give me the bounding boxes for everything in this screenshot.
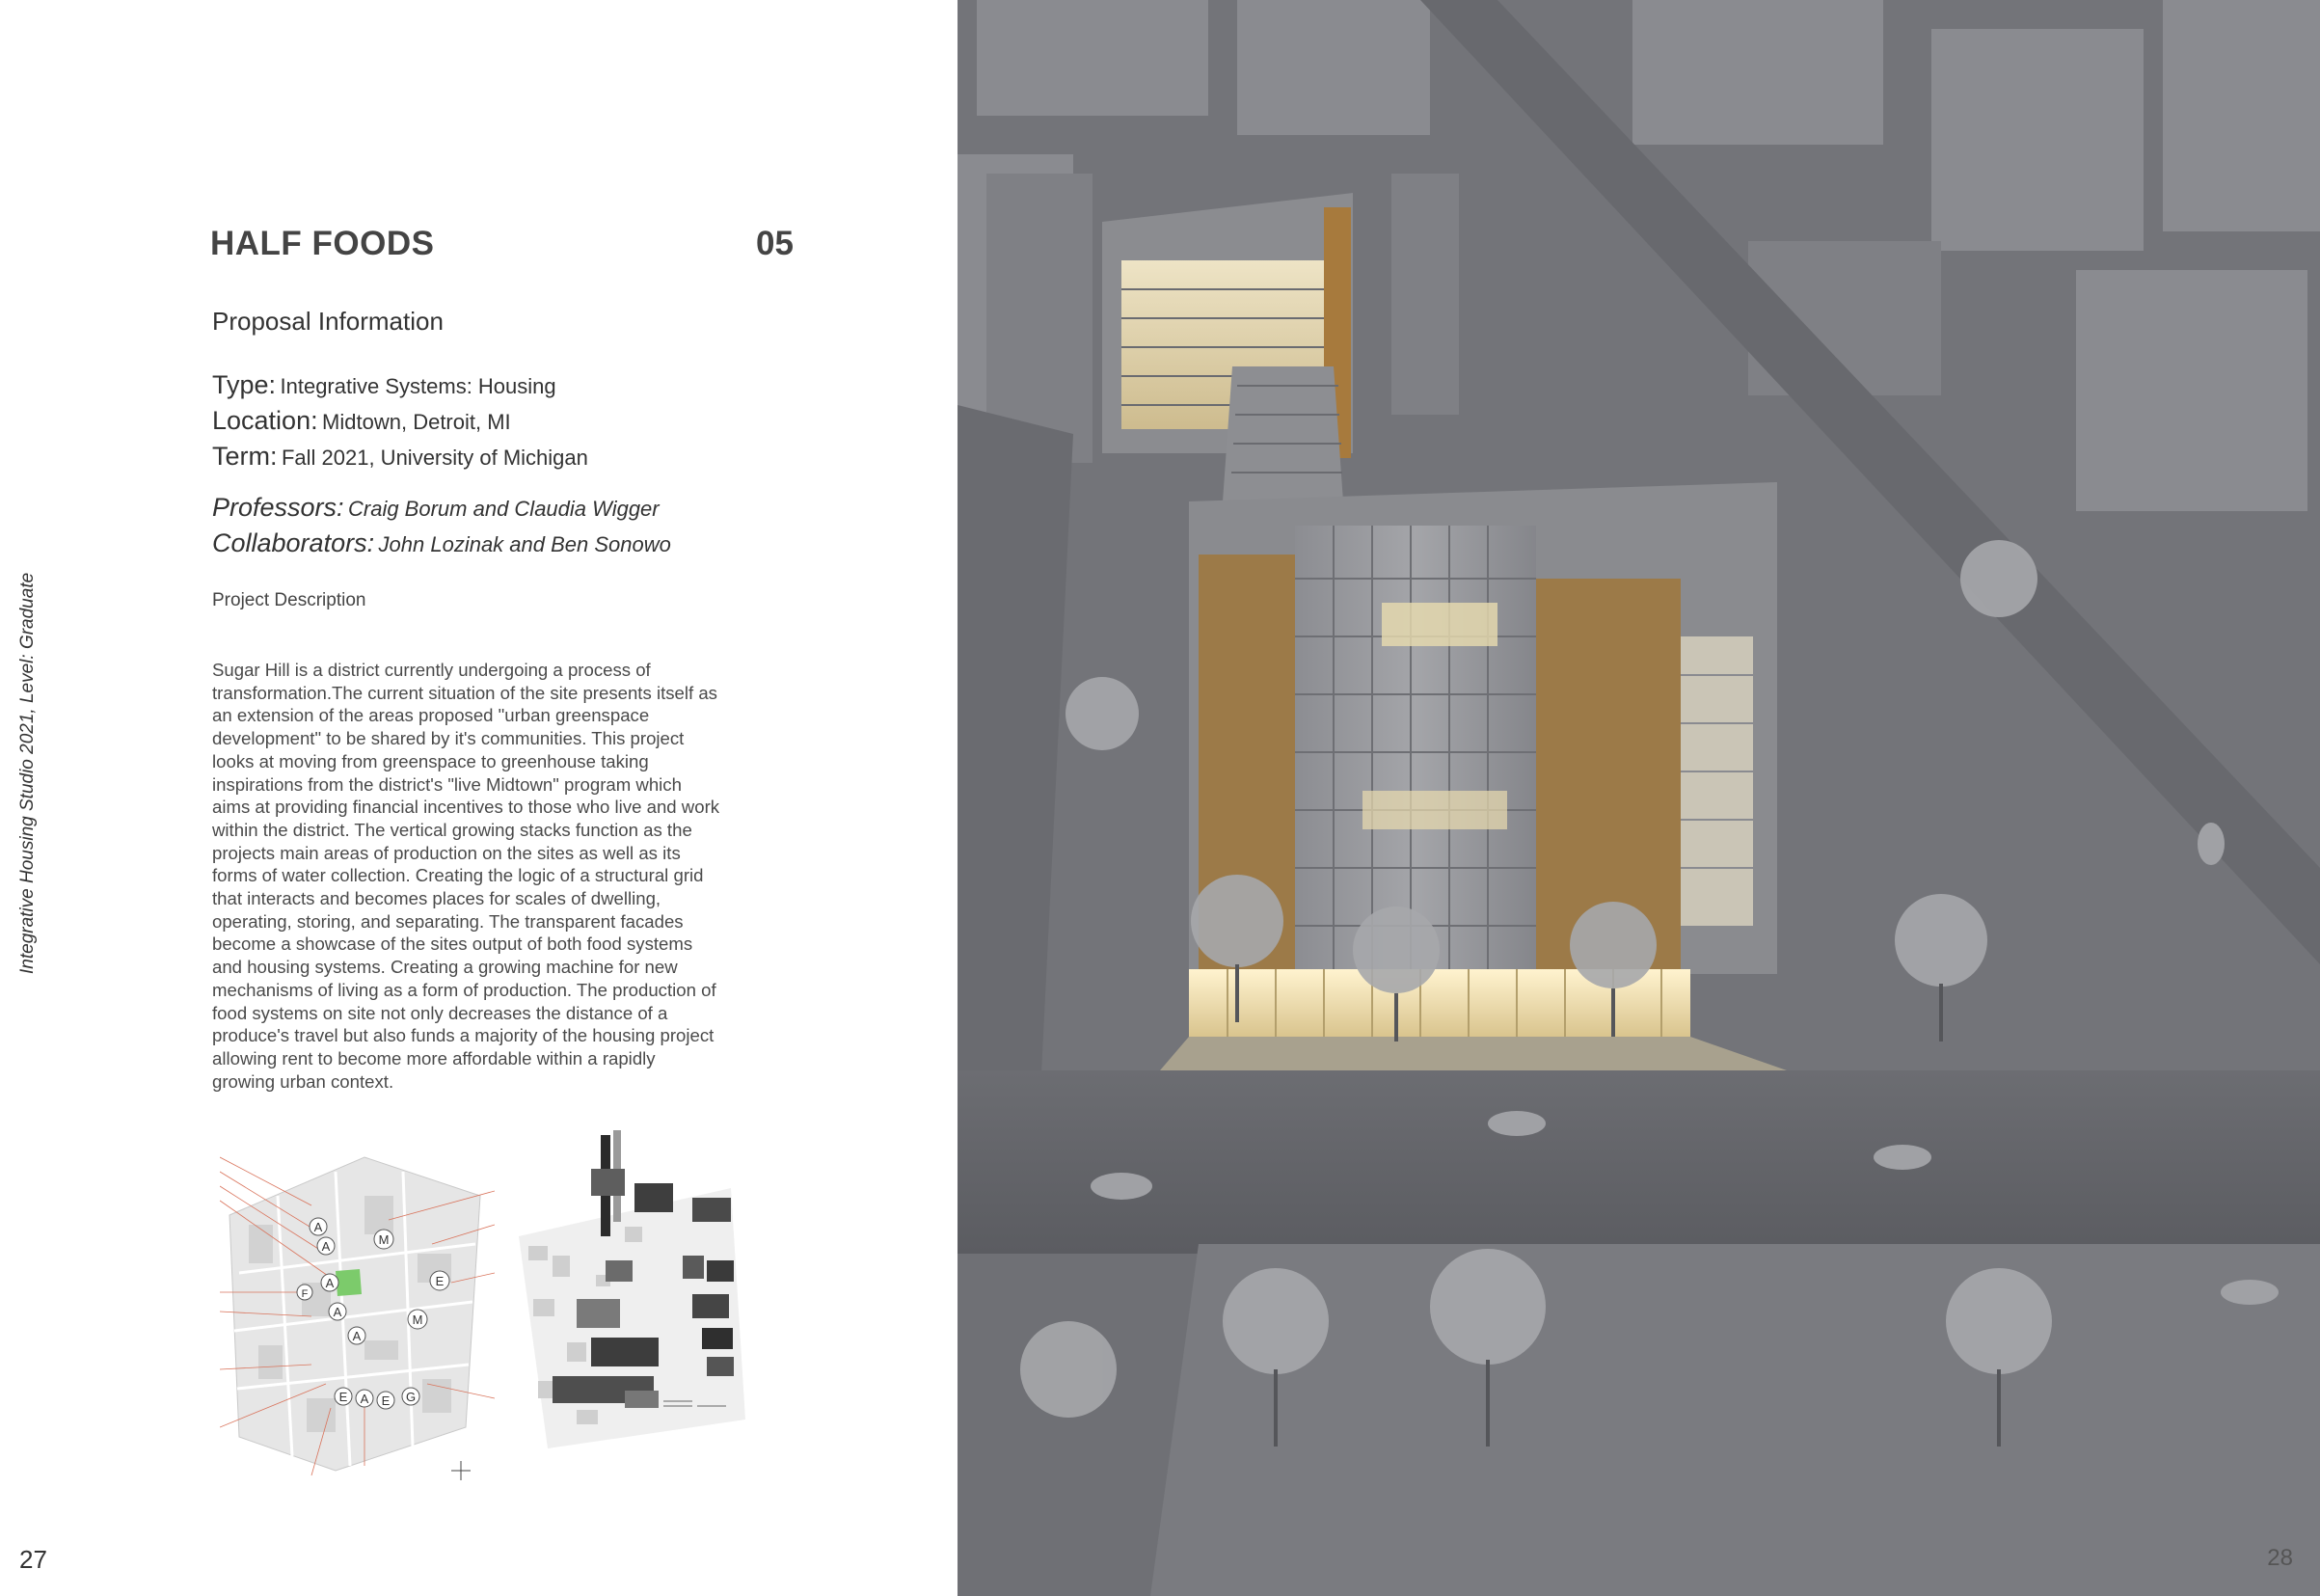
site-marker: A [325, 1276, 335, 1290]
studio-side-label: Integrative Housing Studio 2021, Level: Graduate [17, 572, 38, 974]
description-body [212, 659, 762, 1093]
page-number-left: 27 [19, 1545, 47, 1574]
term-label: Term: [212, 442, 278, 471]
project-title: HALF FOODS [210, 225, 435, 262]
site-marker: A [352, 1329, 362, 1343]
site-map-diagram [220, 1138, 495, 1485]
rendering-illustration [958, 0, 2320, 1596]
site-marker: M [378, 1232, 390, 1247]
site-marker: G [405, 1390, 417, 1404]
collaborators-label: Collaborators: [212, 528, 375, 557]
description-line: that interacts and becomes places for scales of dwelling, [212, 888, 661, 909]
project-number: 05 [756, 225, 794, 262]
proposal-info [212, 369, 588, 476]
professors-label: Professors: [212, 493, 344, 522]
description-line: projects main areas of production on the sites as well as its [212, 842, 681, 863]
description-line: an extension of the areas proposed "urban greenspace [212, 705, 650, 726]
description-line: mechanisms of living as a form of production. The production of [212, 979, 716, 1000]
location-label: Location: [212, 406, 318, 435]
proposal-heading: Proposal Information [212, 307, 444, 336]
description-line: and housing systems. Creating a growing machine for new [212, 957, 678, 978]
site-marker: E [435, 1274, 445, 1288]
description-line: aims at providing financial incentives to those who live and work [212, 797, 720, 818]
left-page [0, 0, 958, 1596]
term-row [212, 441, 588, 476]
professors-value: Craig Borum and Claudia Wigger [348, 497, 660, 521]
description-line: food systems on site not only decreases the distance of a [212, 1002, 668, 1023]
site-marker: A [313, 1220, 323, 1234]
collaborators-value: John Lozinak and Ben Sonowo [378, 532, 671, 556]
type-value: Integrative Systems: Housing [280, 374, 556, 398]
description-line: forms of water collection. Creating the logic of a structural grid [212, 865, 704, 886]
site-marker: E [338, 1390, 348, 1404]
professors-row [212, 492, 671, 527]
type-label: Type: [212, 370, 277, 399]
description-line: produce's travel but also funds a majority of the housing project [212, 1025, 715, 1046]
description-line: development" to be shared by it's communities. This project [212, 728, 685, 749]
process-collage [509, 1130, 750, 1458]
type-row [212, 369, 588, 405]
description-line: transformation.The current situation of the site presents itself as [212, 682, 717, 703]
site-marker: A [321, 1239, 331, 1254]
description-line: allowing rent to become more affordable within a rapidly [212, 1047, 656, 1069]
location-value: Midtown, Detroit, MI [322, 410, 511, 434]
description-heading: Project Description [212, 590, 366, 610]
description-line: growing urban context. [212, 1070, 394, 1092]
description-line: within the district. The vertical growing stacks function as the [212, 819, 692, 840]
credits [212, 492, 671, 563]
term-value: Fall 2021, University of Michigan [281, 446, 588, 470]
page-number-right: 28 [2267, 1545, 2293, 1571]
site-marker: F [301, 1288, 309, 1300]
description-line: become a showcase of the sites output of both food systems [212, 933, 693, 955]
location-row [212, 405, 588, 441]
collaborators-row [212, 527, 671, 563]
site-marker: A [333, 1305, 342, 1319]
description-line: Sugar Hill is a district currently undergoing a process of [212, 660, 651, 680]
description-line: looks at moving from greenspace to greenhouse taking [212, 750, 649, 771]
site-marker: A [360, 1392, 369, 1406]
site-marker: M [412, 1312, 423, 1327]
description-line: operating, storing, and separating. The transparent facades [212, 910, 684, 932]
site-marker: E [381, 1393, 391, 1408]
building-rendering [958, 0, 2320, 1596]
description-line: inspirations from the district's "live Midtown" program which [212, 773, 682, 795]
